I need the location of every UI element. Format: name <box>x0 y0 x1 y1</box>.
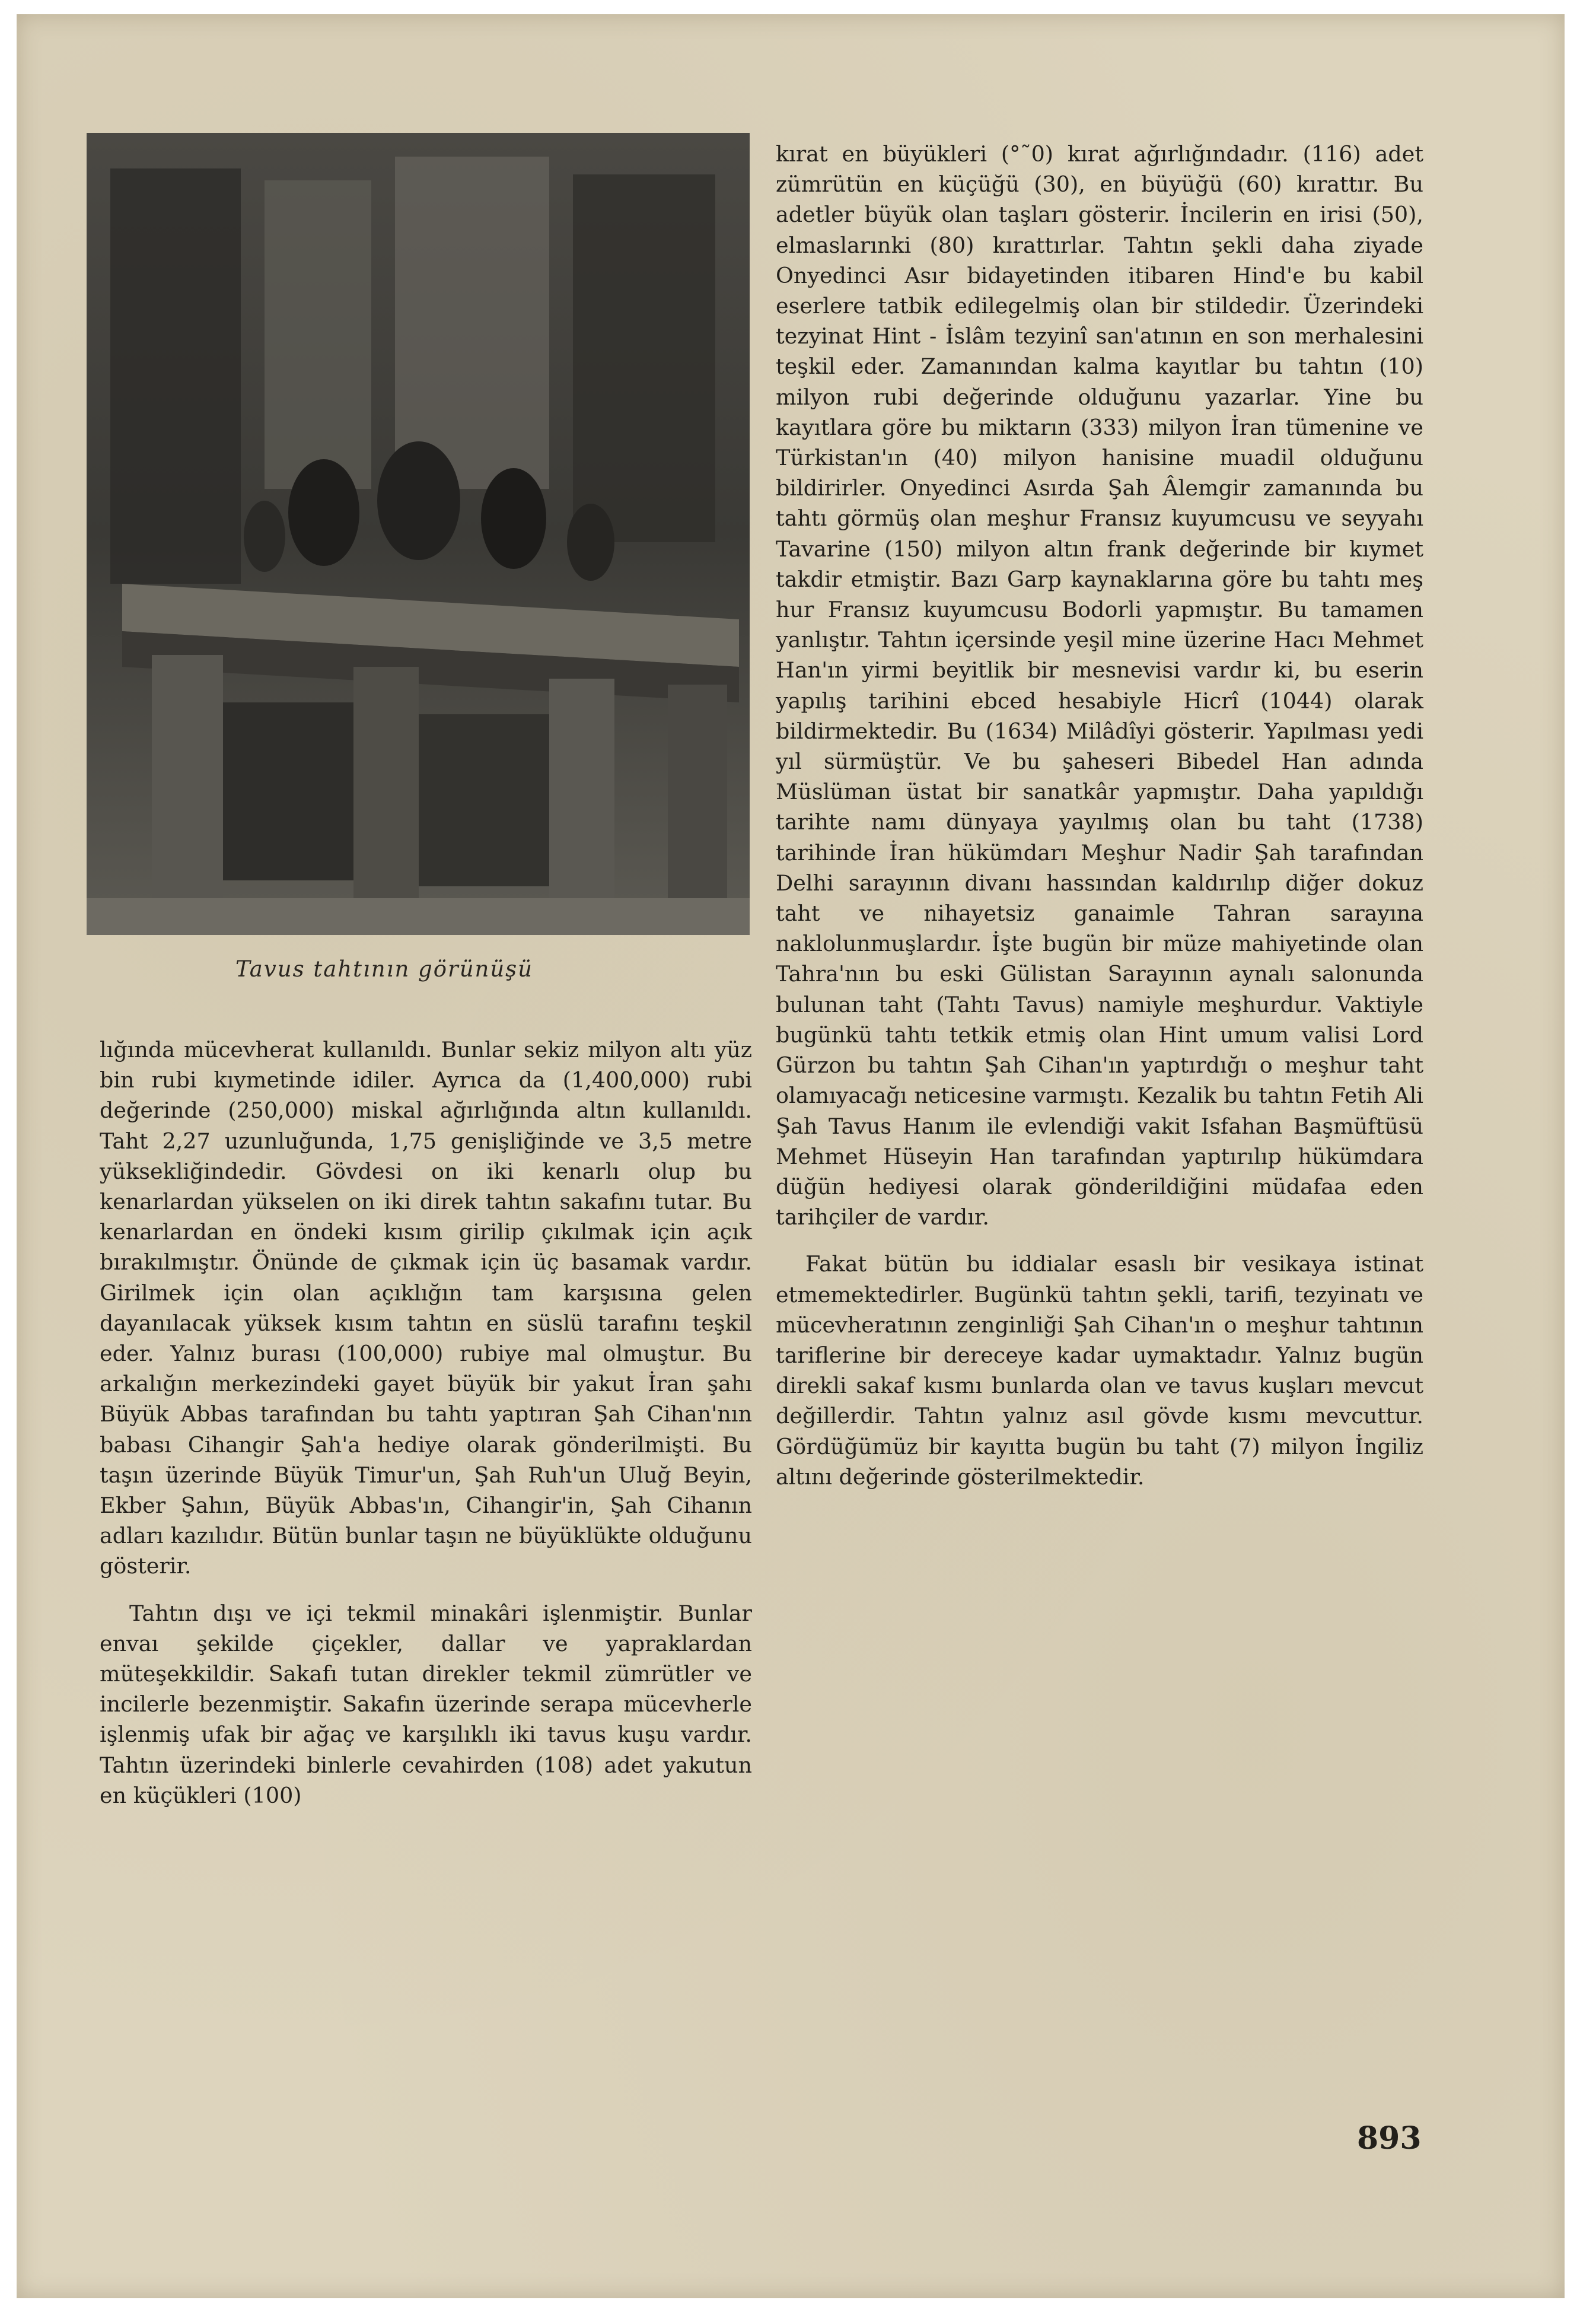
left-paragraph-2: Tahtın dışı ve içi tekmil minakâri işlenmiştir. Bunlar envaı şekilde çiçekler, dallar ve yapraklardan müteşekkildir. Sakafı tutan direkler tekmil zümrütler ve incilerle bezenmiştir. Sakafın üzerinde serapa mücevherle işlenmiş ufak bir ağaç ve karşılıklı iki tavus kuşu vardır. Tahtın üzerindeki binlerle cevahirden (108) adet yakutun en küçükleri (100) <box>100 1600 752 1808</box>
magazine-page <box>17 14 1565 2298</box>
left-paragraph-1: lığında mücevherat kullanıldı. Bunlar sekiz milyon altı yüz bin rubi kıymetinde idiler. Ayrıca da (1,400,000) rubi değerinde (250,000) miskal ağırlığında altın kullanıldı. Taht 2,27 uzunluğunda, 1,75 genişliğinde ve 3,5 metre yüksekliğindedir. Gövdesi on iki kenarlı olup bu kenarlardan yükselen on iki direk tahtın sakafını tutar. Bu kenarlardan en öndeki kısım girilip çıkılmak için açık bırakılmıştır. Önünde de çıkmak için üç basamak vardır. Girilmek için olan açıklığın tam karşısına gelen dayanılacak yüksek kısım tahtın en süslü tarafını teşkil eder. Yalnız burası (100,000) rubiye mal olmuştur. Bu arkalığın merkezindeki gayet büyük bir yakut İran şahı Büyük Abbas tarafından bu tahtı yaptıran Şah Cihan'nın babası Cihangir Şah'a hediye olarak gönderilmişti. Bu taşın üzerinde Büyük Timur'un, Şah Ruh'un Uluğ Beyin, Ekber Şahın, Büyük Abbas'ın, Cihangir'in, Şah Cihanın adları kazılıdır. Bütün bunlar taşın ne büyüklükte olduğunu gösterir. <box>100 1037 752 1579</box>
throne-illustration <box>87 133 750 935</box>
right-paragraph-2: Fakat bütün bu iddialar esaslı bir vesikaya istinat etmemektedirler. Bugünkü tahtın şekli, tarifi, tezyinatı ve mücevheratının zenginliği Şah Cihan'ın o meşhur tahtının tariflerine bir dereceye kadar uymaktadır. Yalnız bugün direkli sakaf kısmı bunlarda olan ve tavus kuşları mevcut değillerdir. Tahtın yalnız asıl gövde kısmı mevcuttur. Gördüğümüz bir kayıtta bugün bu taht (7) milyon İngiliz altını değerinde gösterilmektedir. <box>776 1251 1423 1490</box>
right-column <box>776 139 1423 1492</box>
right-paragraph-1: kırat en büyükleri (°˜0) kırat ağırlığındadır. (116) adet zümrütün en küçüğü (30), en büyüğü (60) kırattır. Bu adetler büyük olan taşları gösterir. İncilerin en irisi (50), elmaslarınki (80) kırattırlar. Tahtın şekli daha ziyade Onyedinci Asır bidayetinden itibaren Hind'e bu kabil eserlere tatbik edilegelmiş olan bir stildedir. Üzerindeki tezyinat Hint - İslâm tezyinî san'atının en son merhalesini teşkil eder. Zamanından kalma kayıtlar bu tahtın (10) milyon rubi değerinde olduğunu yazarlar. Yine bu kayıtlara göre bu miktarın (333) milyon İran tümenine ve Türkistan'ın (40) milyon hanisine muadil olduğunu bildirirler. Onyedinci Asırda Şah Âlemgir zamanında bu tahtı görmüş olan meşhur Fransız kuyumcusu ve seyyahı Tavarine (150) milyon altın frank değerinde bir kıymet takdir etmiştir. Bazı Garp kaynaklarına göre bu tahtı meş hur Fransız kuyumcusu Bodorli yapmıştır. Bu tamamen yanlıştır. Tahtın içersinde yeşil mine üzerine Hacı Mehmet Han'ın yirmi beyitlik bir mesnevisi vardır ki, bu eserin yapılış tarihini ebced hesabiyle Hicrî (1044) olarak bildirmektedir. Bu (1634) Milâdîyi gösterir. Yapılması yedi yıl sürmüştür. Ve bu şaheseri Bibedel Han adında Müslüman üstat bir sanatkâr yapmıştır. Daha yapıldığı tarihte namı dünyaya yayılmış olan bu taht (1738) tarihinde İran hükümdarı Meşhur Nadir Şah tarafından Delhi sarayının divanı hassından kaldırılıp diğer dokuz taht ve nihayetsiz ganaimle Tahran sarayına naklolunmuşlardır. İşte bugün bir müze mahiyetinde olan Tahra'nın bu eski Gülistan Sarayının aynalı salonunda bulunan taht (Tahtı Tavus) namiyle meşhurdur. Vaktiyle bugünkü tahtı tetkik etmiş olan Hint umum valisi Lord Gürzon bu tahtın Şah Cihan'ın yaptırdığı o meşhur taht olamıyacağı neticesine varmıştı. Kezalik bu tahtın Fetih Ali Şah Tavus Hanım ile evlendiği vakit Isfahan Başmüftüsü Mehmet Hüseyin Han tarafından yaptırılıp hükümdara düğün hediyesi olarak gönderildiğini müdafaa eden tarihçiler de vardır. <box>776 141 1423 1230</box>
left-column <box>100 1035 752 1811</box>
peacock-throne-photo <box>87 133 750 935</box>
page-number: 893 <box>1357 2120 1422 2156</box>
photo-caption: Tavus tahtının görünüşü <box>235 956 533 982</box>
